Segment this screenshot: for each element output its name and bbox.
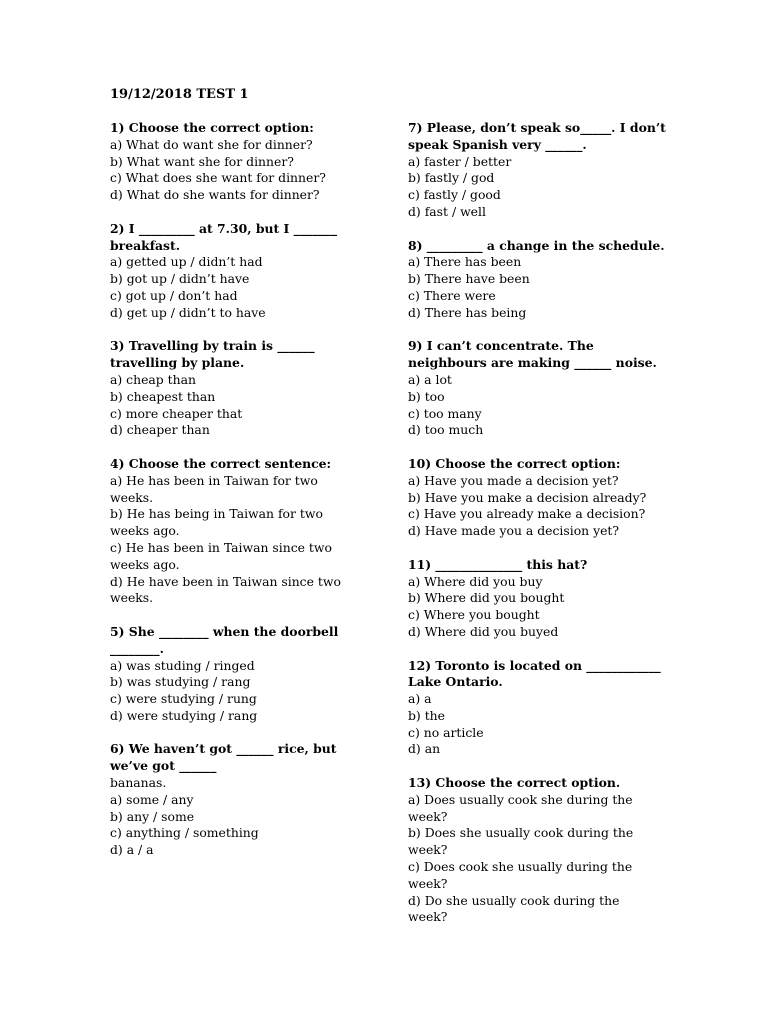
answer-option-line: b) too <box>408 388 445 404</box>
answer-option-line: c) fastly / good <box>408 187 501 203</box>
answer-option <box>408 406 668 423</box>
answer-option-line: c) got up / don’t had <box>110 287 238 303</box>
question-prompt-line: 1) Choose the correct option: <box>110 120 314 135</box>
answer-option <box>110 187 370 204</box>
question-block <box>110 741 370 859</box>
question-block <box>110 624 370 725</box>
question-prompt-line: 10) Choose the correct option: <box>408 455 621 471</box>
question-block <box>110 221 370 322</box>
answer-option-line: b) was studying / rang <box>110 674 251 690</box>
answer-option <box>408 825 668 859</box>
question-block <box>408 338 668 439</box>
answer-option-line: c) He has been in Taiwan since two <box>110 539 332 555</box>
answer-option <box>408 305 668 322</box>
answer-option-line: d) get up / didn’t to have <box>110 304 266 320</box>
answer-option <box>408 725 668 742</box>
answer-option-line: d) fast / well <box>408 203 486 219</box>
answer-option <box>110 792 370 809</box>
answer-option <box>408 204 668 221</box>
answer-option <box>408 473 668 490</box>
answer-option <box>110 288 370 305</box>
answer-option <box>110 674 370 691</box>
answer-option <box>110 473 370 507</box>
answer-option <box>408 708 668 725</box>
answer-option-line: bananas. <box>110 775 167 791</box>
question-prompt-line: ________. <box>110 640 164 656</box>
question-prompt-line: travelling by plane. <box>110 355 245 371</box>
question-prompt <box>408 658 668 692</box>
left-column <box>110 120 370 876</box>
answer-option-line: d) cheaper than <box>110 422 210 438</box>
answer-option-line: a) some / any <box>110 791 194 807</box>
question-prompt-line: 12) Toronto is located on ____________ <box>408 657 661 673</box>
question-prompt <box>408 557 668 574</box>
answer-option-line: a) a <box>408 691 432 707</box>
answer-option <box>408 187 668 204</box>
answer-option <box>408 271 668 288</box>
question-block <box>408 120 668 221</box>
answer-option-line: b) What want she for dinner? <box>110 153 294 169</box>
answer-option-line: d) too much <box>408 422 484 438</box>
answer-option <box>110 540 370 574</box>
answer-option <box>110 154 370 171</box>
answer-option-line: a) getted up / didn’t had <box>110 254 263 270</box>
answer-option-line: a) was studing / ringed <box>110 657 255 673</box>
answer-option-line: a) a lot <box>408 371 452 387</box>
answer-option-line: d) a / a <box>110 842 154 858</box>
document-title: 19/12/2018 TEST 1 <box>110 87 249 102</box>
answer-option <box>110 809 370 826</box>
question-prompt <box>110 221 370 255</box>
answer-option-line: c) Does cook she usually during the <box>408 859 633 875</box>
question-prompt <box>408 338 668 372</box>
question-prompt-line: neighbours are making ______ noise. <box>408 355 657 371</box>
question-prompt <box>408 120 668 154</box>
question-block <box>408 775 668 926</box>
answer-option <box>408 792 668 826</box>
question-prompt-line: 8) _________ a change in the schedule. <box>408 237 665 253</box>
answer-option-line: weeks. <box>110 590 154 606</box>
answer-option-line: weeks. <box>110 489 154 505</box>
question-prompt-line: breakfast. <box>110 237 181 253</box>
right-column <box>408 120 668 943</box>
answer-option <box>408 170 668 187</box>
answer-option-line: weeks ago. <box>110 556 180 572</box>
question-prompt-line: 2) I _________ at 7.30, but I _______ <box>110 220 338 236</box>
answer-option-line: c) What does she want for dinner? <box>110 170 326 186</box>
answer-option <box>110 506 370 540</box>
answer-option <box>408 154 668 171</box>
answer-option-line: d) What do she wants for dinner? <box>110 187 320 203</box>
answer-option <box>110 574 370 608</box>
question-prompt-line: 6) We haven’t got ______ rice, but <box>110 741 337 757</box>
answer-option-line: c) too many <box>408 405 482 421</box>
answer-option-line: d) Do she usually cook during the <box>408 892 620 908</box>
question-prompt-line: 3) Travelling by train is ______ <box>110 338 315 354</box>
question-prompt <box>110 120 370 137</box>
answer-option-line: week? <box>408 808 448 824</box>
answer-option <box>408 490 668 507</box>
question-prompt-line: Lake Ontario. <box>408 674 503 690</box>
answer-option-line: a) There has been <box>408 254 522 270</box>
answer-option <box>408 691 668 708</box>
question-prompt <box>110 624 370 658</box>
answer-option <box>110 271 370 288</box>
answer-option <box>408 741 668 758</box>
question-block <box>408 456 668 540</box>
question-prompt-line: 4) Choose the correct sentence: <box>110 455 332 471</box>
answer-option <box>408 254 668 271</box>
answer-option-line: a) Have you made a decision yet? <box>408 472 619 488</box>
answer-option-line: b) He has being in Taiwan for two <box>110 506 323 522</box>
answer-option-line: d) were studying / rang <box>110 707 258 723</box>
answer-option-line: week? <box>408 875 448 891</box>
answer-option <box>110 137 370 154</box>
answer-option-line: c) were studying / rung <box>110 691 257 707</box>
answer-option-line: d) Where did you buyed <box>408 623 559 639</box>
answer-option <box>408 506 668 523</box>
answer-option <box>110 305 370 322</box>
answer-option <box>110 775 370 792</box>
question-prompt <box>408 238 668 255</box>
answer-option-line: d) There has being <box>408 304 527 320</box>
question-block <box>408 658 668 759</box>
answer-option <box>408 590 668 607</box>
answer-option <box>110 842 370 859</box>
question-block <box>110 456 370 607</box>
answer-option-line: b) fastly / god <box>408 170 495 186</box>
answer-option <box>110 422 370 439</box>
answer-option <box>408 624 668 641</box>
answer-option <box>408 372 668 389</box>
answer-option-line: c) Have you already make a decision? <box>408 506 646 522</box>
answer-option-line: a) He has been in Taiwan for two <box>110 472 318 488</box>
question-prompt <box>110 741 370 775</box>
answer-option <box>408 893 668 927</box>
answer-option <box>110 389 370 406</box>
answer-option <box>408 523 668 540</box>
answer-option-line: d) He have been in Taiwan since two <box>110 573 341 589</box>
answer-option <box>408 422 668 439</box>
answer-option-line: b) Does she usually cook during the <box>408 825 634 841</box>
answer-option-line: a) faster / better <box>408 153 512 169</box>
answer-option-line: weeks ago. <box>110 523 180 539</box>
answer-option <box>110 254 370 271</box>
answer-option-line: a) Where did you buy <box>408 573 543 589</box>
answer-option-line: d) an <box>408 741 441 757</box>
answer-option-line: b) Where did you bought <box>408 590 565 606</box>
question-prompt-line: 9) I can’t concentrate. The <box>408 338 594 354</box>
question-prompt-line: we’ve got ______ <box>110 758 217 774</box>
answer-option <box>110 406 370 423</box>
answer-option <box>110 691 370 708</box>
answer-option <box>110 170 370 187</box>
answer-option-line: c) more cheaper that <box>110 405 243 421</box>
answer-option <box>408 574 668 591</box>
answer-option <box>110 825 370 842</box>
question-prompt-line: 11) ______________ this hat? <box>408 556 588 572</box>
answer-option-line: b) There have been <box>408 271 530 287</box>
answer-option-line: b) any / some <box>110 808 195 824</box>
question-block <box>110 120 370 204</box>
answer-option <box>110 708 370 725</box>
question-prompt-line: speak Spanish very ______. <box>408 136 587 152</box>
question-prompt-line: 13) Choose the correct option. <box>408 775 621 791</box>
answer-option-line: week? <box>408 909 448 925</box>
answer-option-line: c) Where you bought <box>408 607 540 623</box>
question-prompt <box>408 456 668 473</box>
question-prompt <box>110 338 370 372</box>
answer-option-line: c) no article <box>408 724 484 740</box>
answer-option-line: a) Does usually cook she during the <box>408 791 633 807</box>
answer-option-line: a) cheap than <box>110 371 196 387</box>
question-block <box>110 338 370 439</box>
answer-option-line: c) There were <box>408 287 496 303</box>
answer-option-line: a) What do want she for dinner? <box>110 136 313 152</box>
answer-option-line: b) cheapest than <box>110 388 216 404</box>
question-prompt-line: 7) Please, don’t speak so_____. I don’t <box>408 120 666 135</box>
answer-option <box>408 859 668 893</box>
answer-option-line: b) got up / didn’t have <box>110 271 250 287</box>
answer-option <box>408 607 668 624</box>
question-prompt-line: 5) She ________ when the doorbell <box>110 623 339 639</box>
question-block <box>408 238 668 322</box>
answer-option <box>110 658 370 675</box>
answer-option-line: b) Have you make a decision already? <box>408 489 647 505</box>
answer-option-line: week? <box>408 842 448 858</box>
answer-option-line: c) anything / something <box>110 825 259 841</box>
question-block <box>408 557 668 641</box>
answer-option <box>408 389 668 406</box>
answer-option <box>408 288 668 305</box>
question-prompt <box>408 775 668 792</box>
answer-option-line: b) the <box>408 707 445 723</box>
question-prompt <box>110 456 370 473</box>
answer-option <box>110 372 370 389</box>
answer-option-line: d) Have made you a decision yet? <box>408 523 620 539</box>
